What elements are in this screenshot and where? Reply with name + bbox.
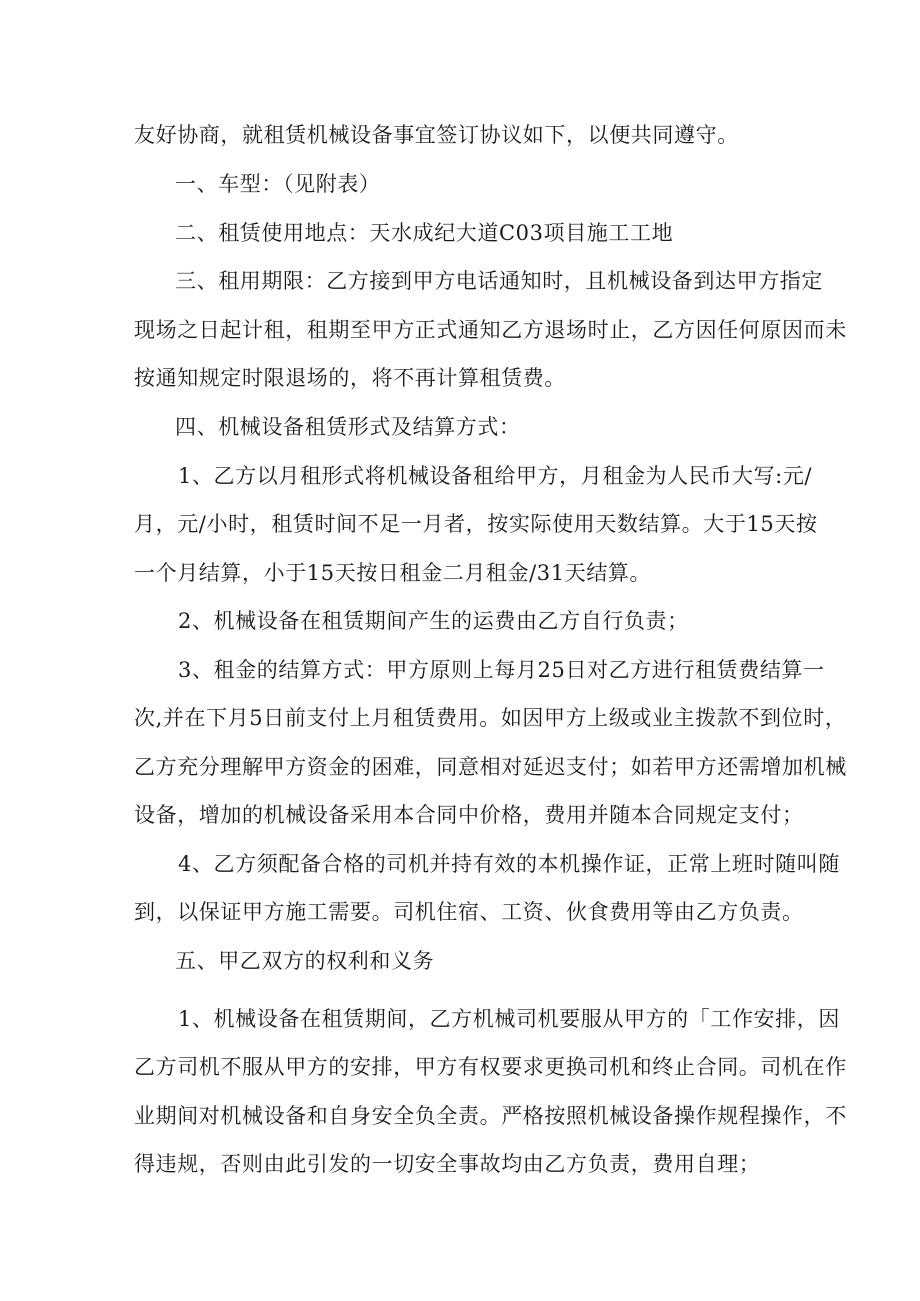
- body-text-line: 2、机械设备在租赁期间产生的运费由乙方自行负责；: [178, 609, 689, 633]
- body-text-line: 乙方司机不服从甲方的安排，甲方有权要求更换司机和终止合同。司机在作: [134, 1055, 847, 1079]
- section-heading: 四、机械设备租赁形式及结算方式：: [175, 415, 521, 439]
- body-text-line: 得违规，否则由此引发的一切安全事故均由乙方负责，费用自理；: [134, 1152, 761, 1176]
- body-text-line: 一个月结算，小于15天按日租金二月租金/31天结算。: [134, 561, 652, 585]
- body-text-line: 按通知规定时限退场的，将不再计算租赁费。: [134, 366, 566, 390]
- section-heading: 二、租赁使用地点：天水成纪大道C03项目施工工地: [175, 221, 674, 245]
- body-text-line: 1、乙方以月租形式将机械设备租给甲方，月租金为人民币大写:元/: [178, 464, 813, 488]
- body-text-line: 次,并在下月5日前支付上月租赁费用。如因甲方上级或业主拨款不到位时，: [134, 706, 847, 730]
- body-text-line: 三、租用期限：乙方接到甲方电话通知时，且机械设备到达甲方指定: [175, 269, 823, 293]
- body-text-line: 3、租金的结算方式：甲方原则上每月25日对乙方进行租赁费结算一: [178, 658, 825, 682]
- body-text-line: 业期间对机械设备和自身安全负全责。严格按照机械设备操作规程操作，不: [134, 1104, 847, 1128]
- body-text-line: 设备，增加的机械设备采用本合同中价格，费用并随本合同规定支付；: [134, 803, 804, 827]
- body-text-line: 月，元/小时，租赁时间不足一月者，按实际使用天数结算。大于15天按: [134, 512, 818, 536]
- section-heading: 五、甲乙双方的权利和义务: [175, 949, 435, 973]
- body-text-line: 现场之日起计租，租期至甲方正式通知乙方退场时止，乙方因任何原因而未: [134, 318, 847, 342]
- body-text-line: 到，以保证甲方施工需要。司机住宿、工资、伙食费用等由乙方负责。: [134, 900, 804, 924]
- body-text-line: 4、乙方须配备合格的司机并持有效的本机操作证，正常上班时随叫随: [178, 852, 840, 876]
- section-heading: 一、车型：（见附表）: [175, 172, 381, 196]
- body-text-line: 1、机械设备在租赁期间，乙方机械司机要服从甲方的「工作安排，因: [178, 1007, 840, 1031]
- body-text-line: 乙方充分理解甲方资金的困难，同意相对延迟支付；如若甲方还需增加机械: [134, 755, 847, 779]
- body-text-line: 友好协商，就租赁机械设备事宜签订协议如下，以便共同遵守。: [134, 123, 739, 147]
